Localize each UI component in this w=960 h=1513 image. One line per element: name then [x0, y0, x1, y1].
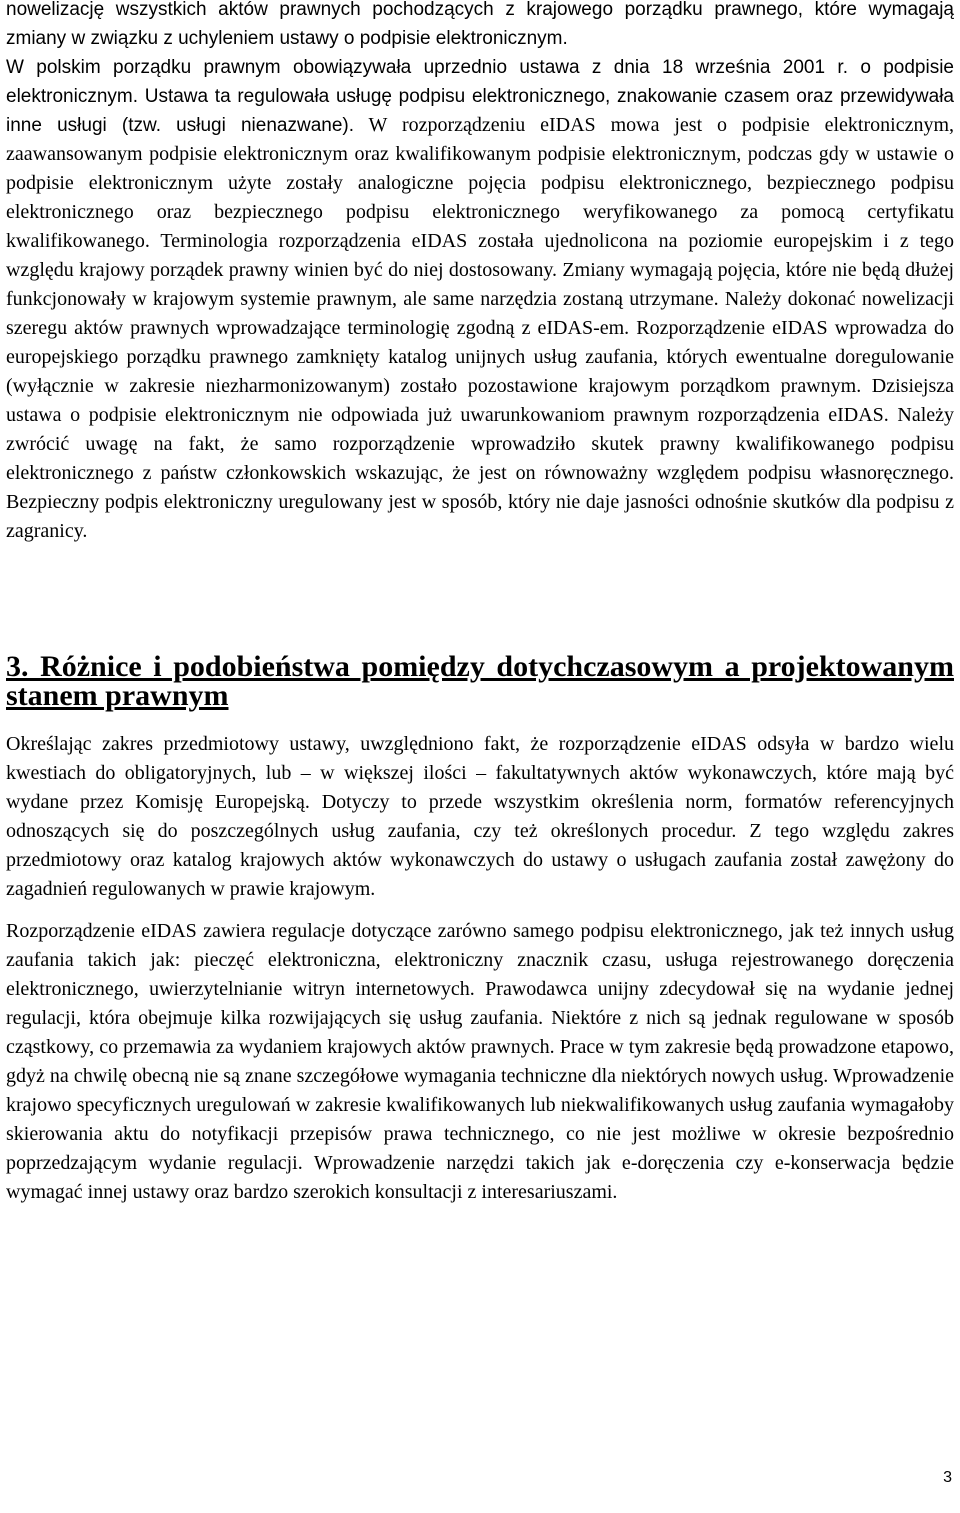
paragraph-scope: Określając zakres przedmiotowy ustawy, uwzględniono fakt, że rozporządzenie eIDAS odsyła w bardzo wielu kwestiach do obligatoryjnych, lub – w większej ilości – fakultatywnych aktów wykonawczych, które mają być wydane przez Komisję Europejską. Dotyczy to przede wszystkim określenia norm, formatów referencyjnych odnoszących się do poszczególnych usług zaufania, czy też określonych procedur. Z tego względu zakres przedmiotowy oraz katalog krajowych aktów wykonawczych do ustawy o usługach zaufania został zawężony do zagadnień regulowanych w prawie krajowym.: [6, 733, 954, 900]
paragraph-text: nowelizację wszystkich aktów prawnych pochodzących z krajowego porządku prawnego, które wymagają zmiany w związku z uchyleniem ustawy o podpisie elektronicznym.: [6, 0, 954, 49]
document-page: [6, 0, 954, 1207]
spacer: [6, 710, 954, 730]
spacer: [6, 546, 954, 652]
spacer: [6, 904, 954, 917]
paragraph-continuation: [6, 0, 954, 53]
paragraph-text-part: W rozporządzeniu eIDAS mowa jest o podpisie elektronicznym, zaawansowanym podpisie elektronicznym oraz kwalifikowanym podpisie elektronicznym, podczas gdy w ustawie o podpisie elektronicznym użyte zostały analogiczne pojęcia podpisu elektronicznego, bezpiecznego podpisu elektronicznego oraz bezpiecznego podpisu elektronicznego weryfikowanego za pomocą certyfikatu kwalifikowanego. Terminologia rozporządzenia eIDAS została ujednolicona na poziomie europejskim i z tego względu krajowy porządek prawny winien być do niej dostosowany. Zmiany wymagają pojęcia, które nie będą dłużej funkcjonowały w krajowym systemie prawnym, ale same narzędzia zostaną utrzymane. Należy dokonać nowelizacji szeregu aktów prawnych wprowadzające terminologię zgodną z eIDAS-em. Rozporządzenie eIDAS wprowadza do europejskiego porządku prawnego zamknięty katalog unijnych usług zaufania, których ewentualne doregulowanie (wyłącznie w zakresie niezharmonizowanym) zostało pozostawione krajowym porządkom prawnym. Dzisiejsza ustawa o podpisie elektronicznym nie odpowiada już uwarunkowaniom prawnym rozporządzenia eIDAS. Należy zwrócić uwagę na fakt, że samo rozporządzenie wprowadziło skutek prawny kwalifikowanego podpisu elektronicznego z państw członkowskich wskazując, że jest on równoważny względem podpisu własnoręcznego. Bezpieczny podpis elektroniczny uregulowany jest w sposób, który nie daje jasności odnośnie skutków dla podpisu z zagranicy.: [6, 114, 955, 542]
paragraph-text-part: Ustawa ta regulowała usługę podpisu elektronicznego, znakowanie czasem oraz przewidywała inne usługi (tzw. usługi nienazwane).: [6, 86, 954, 136]
section-heading: 3. Różnice i podobieństwa pomiędzy dotychczasowym a projektowanym stanem prawnym: [6, 650, 954, 712]
paragraph-eidas-terminology: [6, 53, 954, 546]
paragraph-trust-services: Rozporządzenie eIDAS zawiera regulacje dotyczące zarówno samego podpisu elektronicznego, jak też innych usług zaufania takich jak: pieczęć elektroniczna, elektroniczny znacznik czasu, usługa rejestrowanego doręczenia elektronicznego, uwierzytelnianie witryn internetowych. Prawodawca unijny zdecydował się na wydanie jednej regulacji, która obejmuje kilka rozwijających się usług zaufania. Niektóre z nich są jednak regulowane w sposób cząstkowy, co przemawia za wydaniem krajowych aktów prawnych. Prace w tym zakresie będą prowadzone etapowo, gdyż na chwilę obecną nie są znane szczegółowe wymagania techniczne dla niektórych nowych usług. Wprowadzenie krajowo specyficznych uregulowań w zakresie kwalifikowanych lub niekwalifikowanych usług zaufania wymagałoby skierowania aktu do notyfikacji przepisów prawa technicznego, co nie jest możliwe w okresie bezpośrednio poprzedzającym wydanie regulacji. Wprowadzenie narzędzi takich jak e-doręczenia czy e-konserwacja będzie wymagać innej ustawy oraz bardzo szerokich konsultacji z interesariuszami.: [6, 920, 954, 1203]
page-number: 3: [943, 1469, 952, 1486]
paragraph-text-part: W polskim porządku prawnym obowiązywała uprzednio ustawa z dnia 18 września 2001 r. o podpisie elektronicznym.: [6, 57, 954, 107]
